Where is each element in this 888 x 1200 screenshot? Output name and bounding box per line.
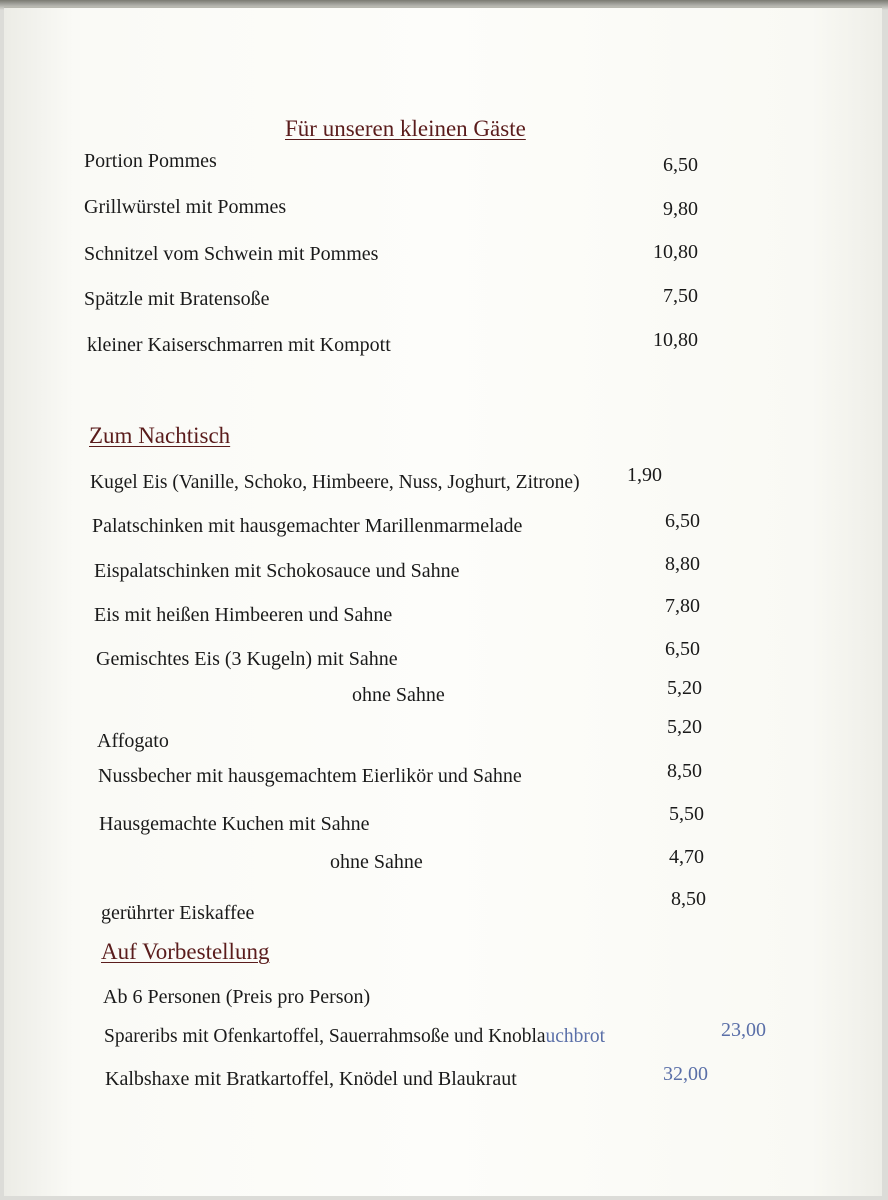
menu-item-name-tail: uchbrot xyxy=(545,1026,606,1047)
menu-item-name: Spätzle mit Bratensoße xyxy=(84,288,270,310)
menu-item-price: 5,20 xyxy=(667,716,702,738)
menu-item-price: 6,50 xyxy=(665,638,700,660)
menu-item-price: 32,00 xyxy=(663,1063,708,1085)
menu-item-name: Hausgemachte Kuchen mit Sahne xyxy=(99,813,370,835)
section-heading-kids: Für unseren kleinen Gäste xyxy=(285,116,526,141)
menu-item-name: Eis mit heißen Himbeeren und Sahne xyxy=(94,604,393,626)
menu-item-price: 9,80 xyxy=(663,198,698,220)
menu-item-name: Gemischtes Eis (3 Kugeln) mit Sahne xyxy=(96,648,398,670)
menu-item-price: 8,50 xyxy=(671,888,706,910)
menu-item-price: 23,00 xyxy=(721,1019,766,1041)
menu-item-price: 6,50 xyxy=(663,154,698,176)
menu-item-name: Kalbshaxe mit Bratkartoffel, Knödel und Blaukraut xyxy=(105,1068,517,1090)
menu-item-name: Portion Pommes xyxy=(84,150,217,172)
menu-item-name xyxy=(104,1026,605,1048)
menu-item-name-main: Spareribs mit Ofenkartoffel, Sauerrahmsoße und Knobla xyxy=(104,1026,546,1047)
section-heading-dessert: Zum Nachtisch xyxy=(89,423,231,448)
menu-item-name: Schnitzel vom Schwein mit Pommes xyxy=(84,243,379,265)
menu-item-name: Eispalatschinken mit Schokosauce und Sahne xyxy=(94,560,460,582)
menu-item-name: Nussbecher mit hausgemachtem Eierlikör und Sahne xyxy=(98,765,522,787)
menu-item-name: Grillwürstel mit Pommes xyxy=(84,196,287,218)
menu-item-price: 7,80 xyxy=(665,595,700,617)
menu-item-price: 5,20 xyxy=(667,677,702,699)
menu-item-variant: ohne Sahne xyxy=(330,851,423,873)
preorder-note: Ab 6 Personen (Preis pro Person) xyxy=(103,986,371,1008)
section-heading-preorder: Auf Vorbestellung xyxy=(101,939,270,964)
menu-item-price: 6,50 xyxy=(665,510,700,532)
menu-item-price: 10,80 xyxy=(653,329,698,351)
menu-item-name: Kugel Eis (Vanille, Schoko, Himbeere, Nuss, Joghurt, Zitrone) xyxy=(90,472,580,493)
menu-item-price: 5,50 xyxy=(669,803,704,825)
menu-item-name: gerührter Eiskaffee xyxy=(101,902,255,924)
menu-item-price: 4,70 xyxy=(669,846,704,868)
menu-item-name: Affogato xyxy=(97,730,169,752)
menu-item-price: 7,50 xyxy=(663,285,698,307)
menu-item-price: 8,80 xyxy=(665,553,700,575)
menu-item-price: 10,80 xyxy=(653,241,698,263)
menu-item-name: Palatschinken mit hausgemachter Marillenmarmelade xyxy=(92,515,523,537)
menu-page xyxy=(4,6,882,1196)
menu-item-name: kleiner Kaiserschmarren mit Kompott xyxy=(87,334,391,356)
menu-item-variant: ohne Sahne xyxy=(352,684,445,706)
menu-item-price: 1,90 xyxy=(627,464,662,486)
menu-item-price: 8,50 xyxy=(667,760,702,782)
